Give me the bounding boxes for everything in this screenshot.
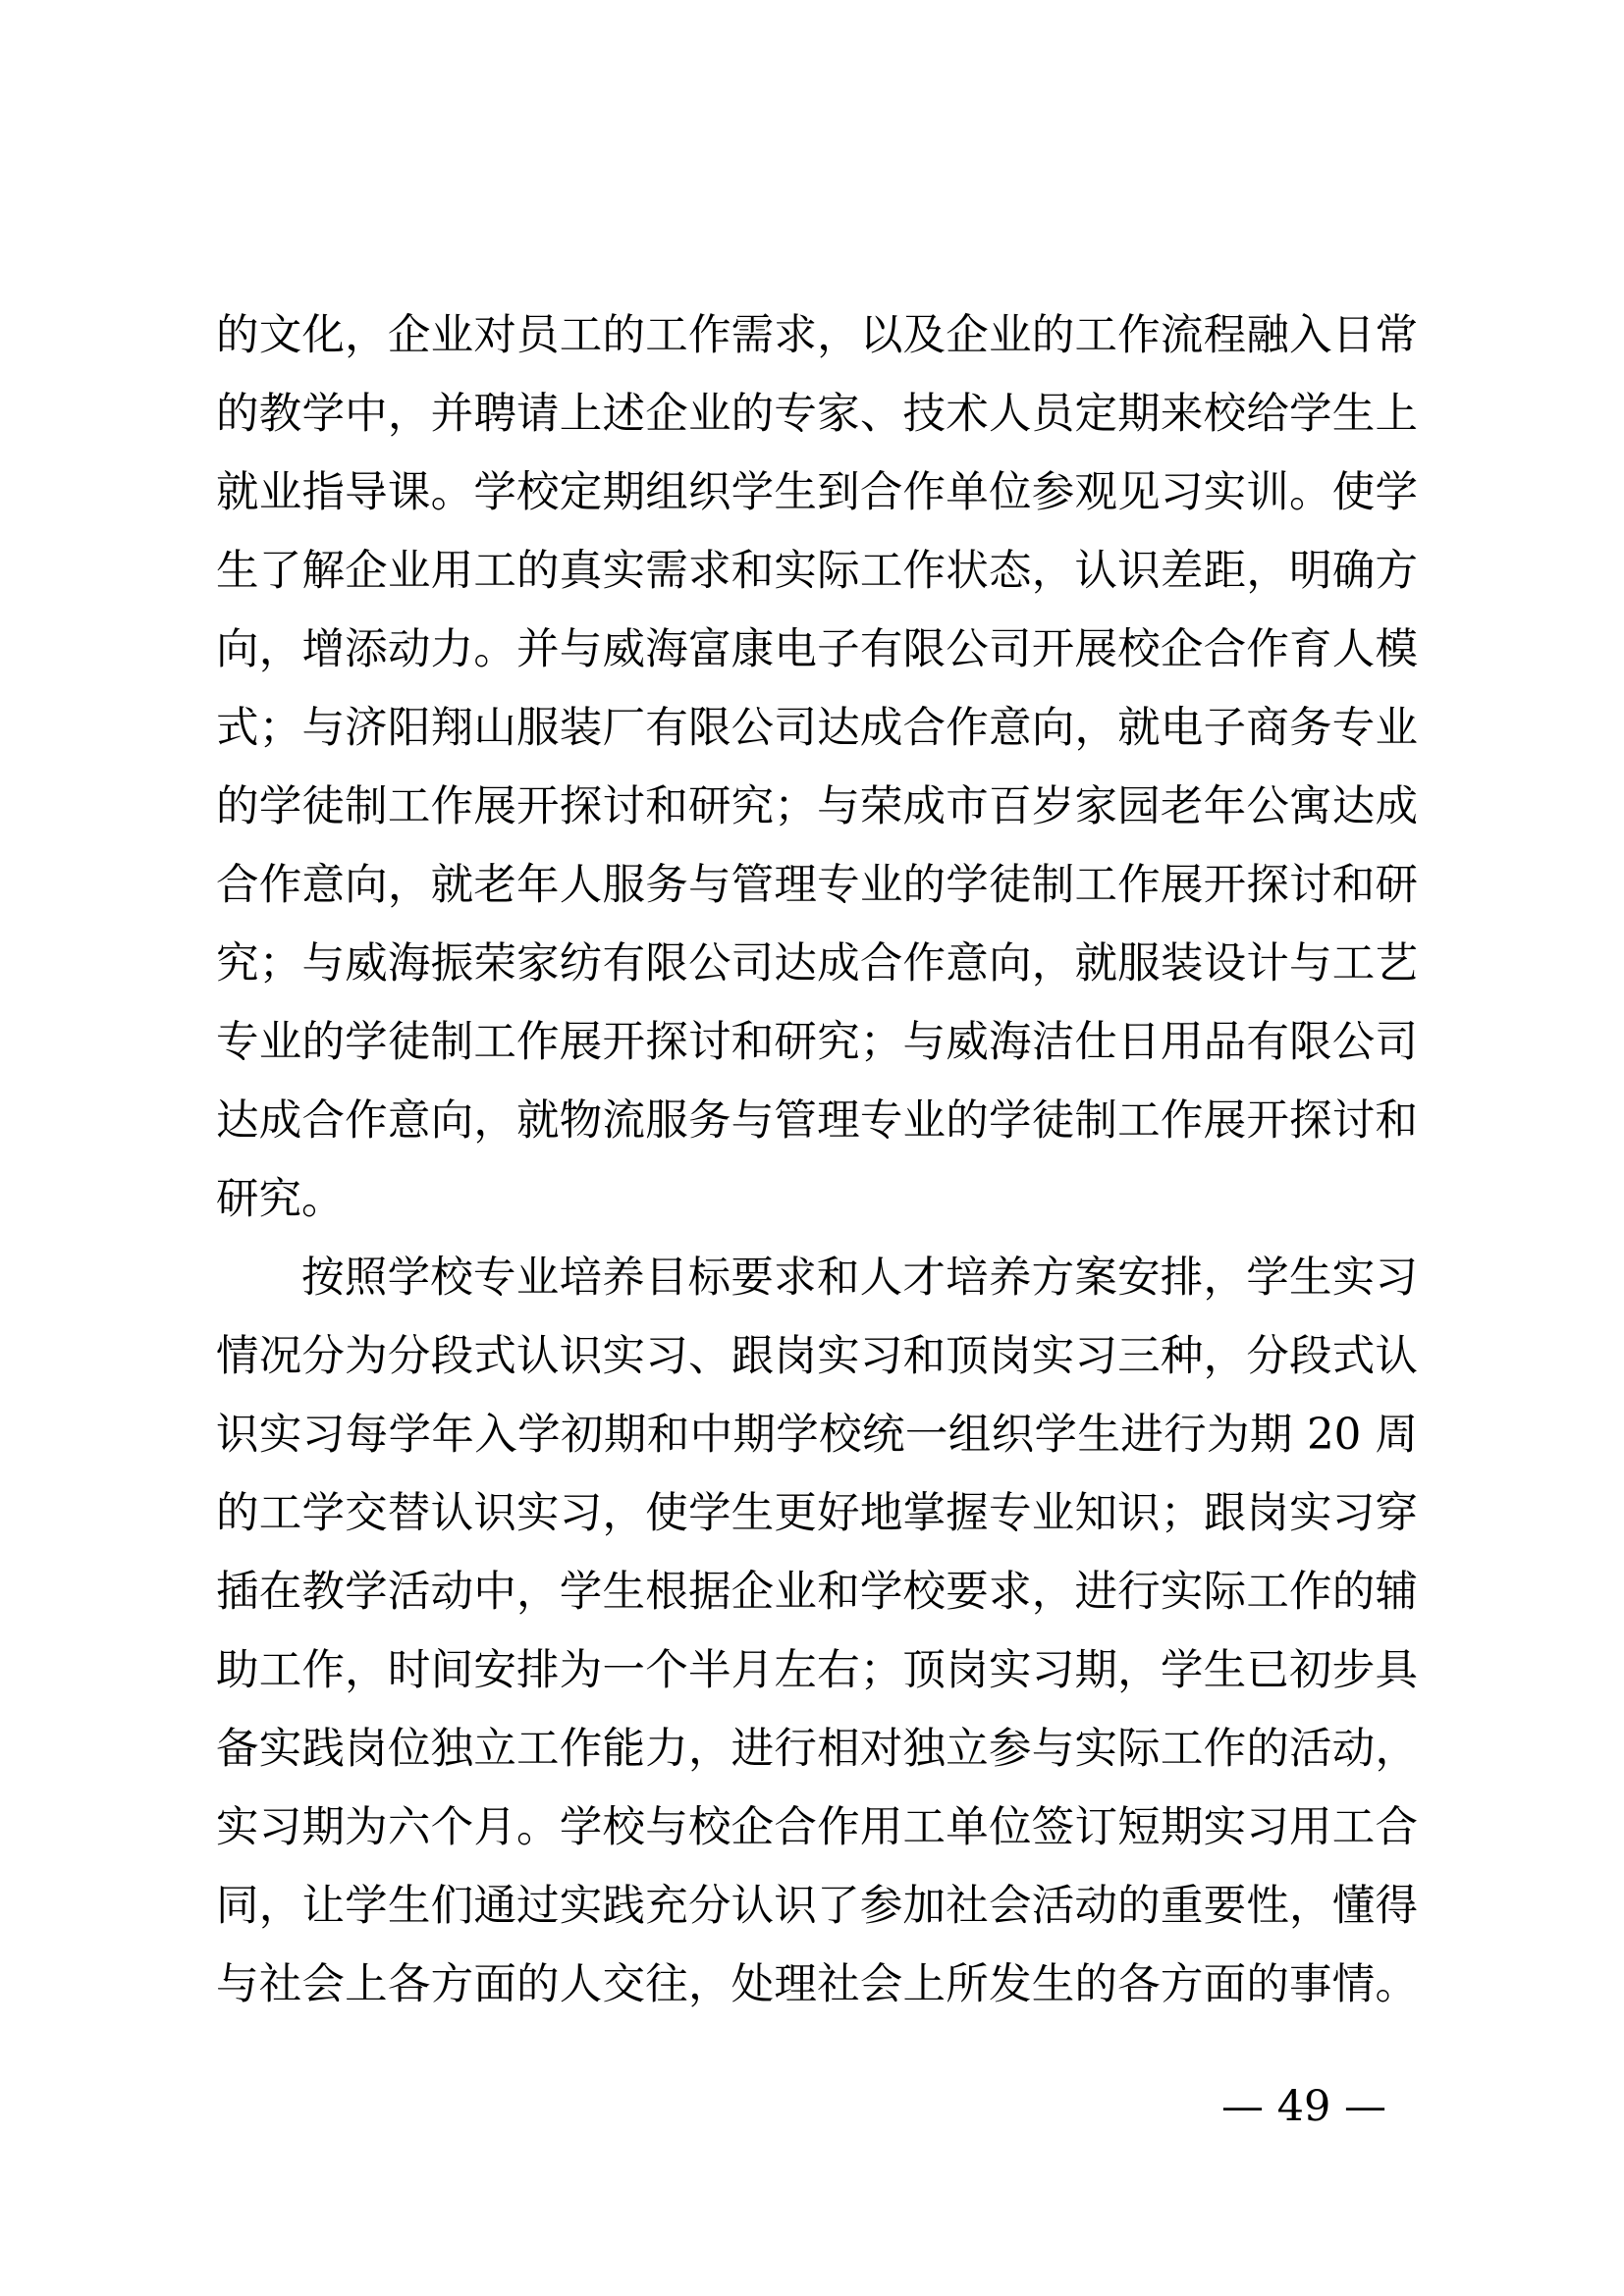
text-line: 研究。 <box>216 1175 345 1224</box>
text-line: 的工学交替认识实习，使学生更好地掌握专业知识；跟岗实习穿 <box>216 1489 1418 1538</box>
text-line: 实习期为六个月。学校与校企合作用工单位签订短期实习用工合 <box>216 1803 1418 1852</box>
text-line: 向，增添动力。并与威海富康电子有限公司开展校企合作育人模 <box>216 625 1418 674</box>
text-line: 究；与威海振荣家纺有限公司达成合作意向，就服装设计与工艺 <box>216 939 1418 988</box>
text-line: 与社会上各方面的人交往，处理社会上所发生的各方面的事情。 <box>216 1960 1418 2009</box>
text-line: 按照学校专业培养目标要求和人才培养方案安排，学生实习 <box>301 1254 1418 1303</box>
text-line: 就业指导课。学校定期组织学生到合作单位参观见习实训。使学 <box>216 468 1418 517</box>
text-line: 备实践岗位独立工作能力，进行相对独立参与实际工作的活动， <box>216 1725 1418 1774</box>
text-line: 的学徒制工作展开探讨和研究；与荣成市百岁家园老年公寓达成 <box>216 782 1418 831</box>
text-line: 合作意向，就老年人服务与管理专业的学徒制工作展开探讨和研 <box>216 861 1418 910</box>
text-line: 达成合作意向，就物流服务与管理专业的学徒制工作展开探讨和 <box>216 1096 1418 1146</box>
text-line: 的教学中，并聘请上述企业的专家、技术人员定期来校给学生上 <box>216 390 1418 439</box>
paragraph <box>216 1239 1418 2024</box>
text-line: 识实习每学年入学初期和中期学校统一组织学生进行为期 20 周 <box>216 1411 1418 1460</box>
text-line: 同，让学生们通过实践充分认识了参加社会活动的重要性，懂得 <box>216 1882 1418 1931</box>
paragraph <box>216 296 1418 1239</box>
text-line: 情况分为分段式认识实习、跟岗实习和顶岗实习三种，分段式认 <box>216 1332 1418 1381</box>
text-line: 助工作，时间安排为一个半月左右；顶岗实习期，学生已初步具 <box>216 1646 1418 1695</box>
text-line: 式；与济阳翔山服装厂有限公司达成合作意向，就电子商务专业 <box>216 704 1418 753</box>
text-line: 的文化，企业对员工的工作需求，以及企业的工作流程融入日常 <box>216 311 1418 360</box>
text-line: 专业的学徒制工作展开探讨和研究；与威海洁仕日用品有限公司 <box>216 1018 1418 1067</box>
text-line: 生了解企业用工的真实需求和实际工作状态，认识差距，明确方 <box>216 547 1418 596</box>
text-line: 插在教学活动中，学生根据企业和学校要求，进行实际工作的辅 <box>216 1568 1418 1617</box>
page-number: — 49 — <box>1221 2082 1387 2131</box>
document-body <box>216 296 1418 2024</box>
